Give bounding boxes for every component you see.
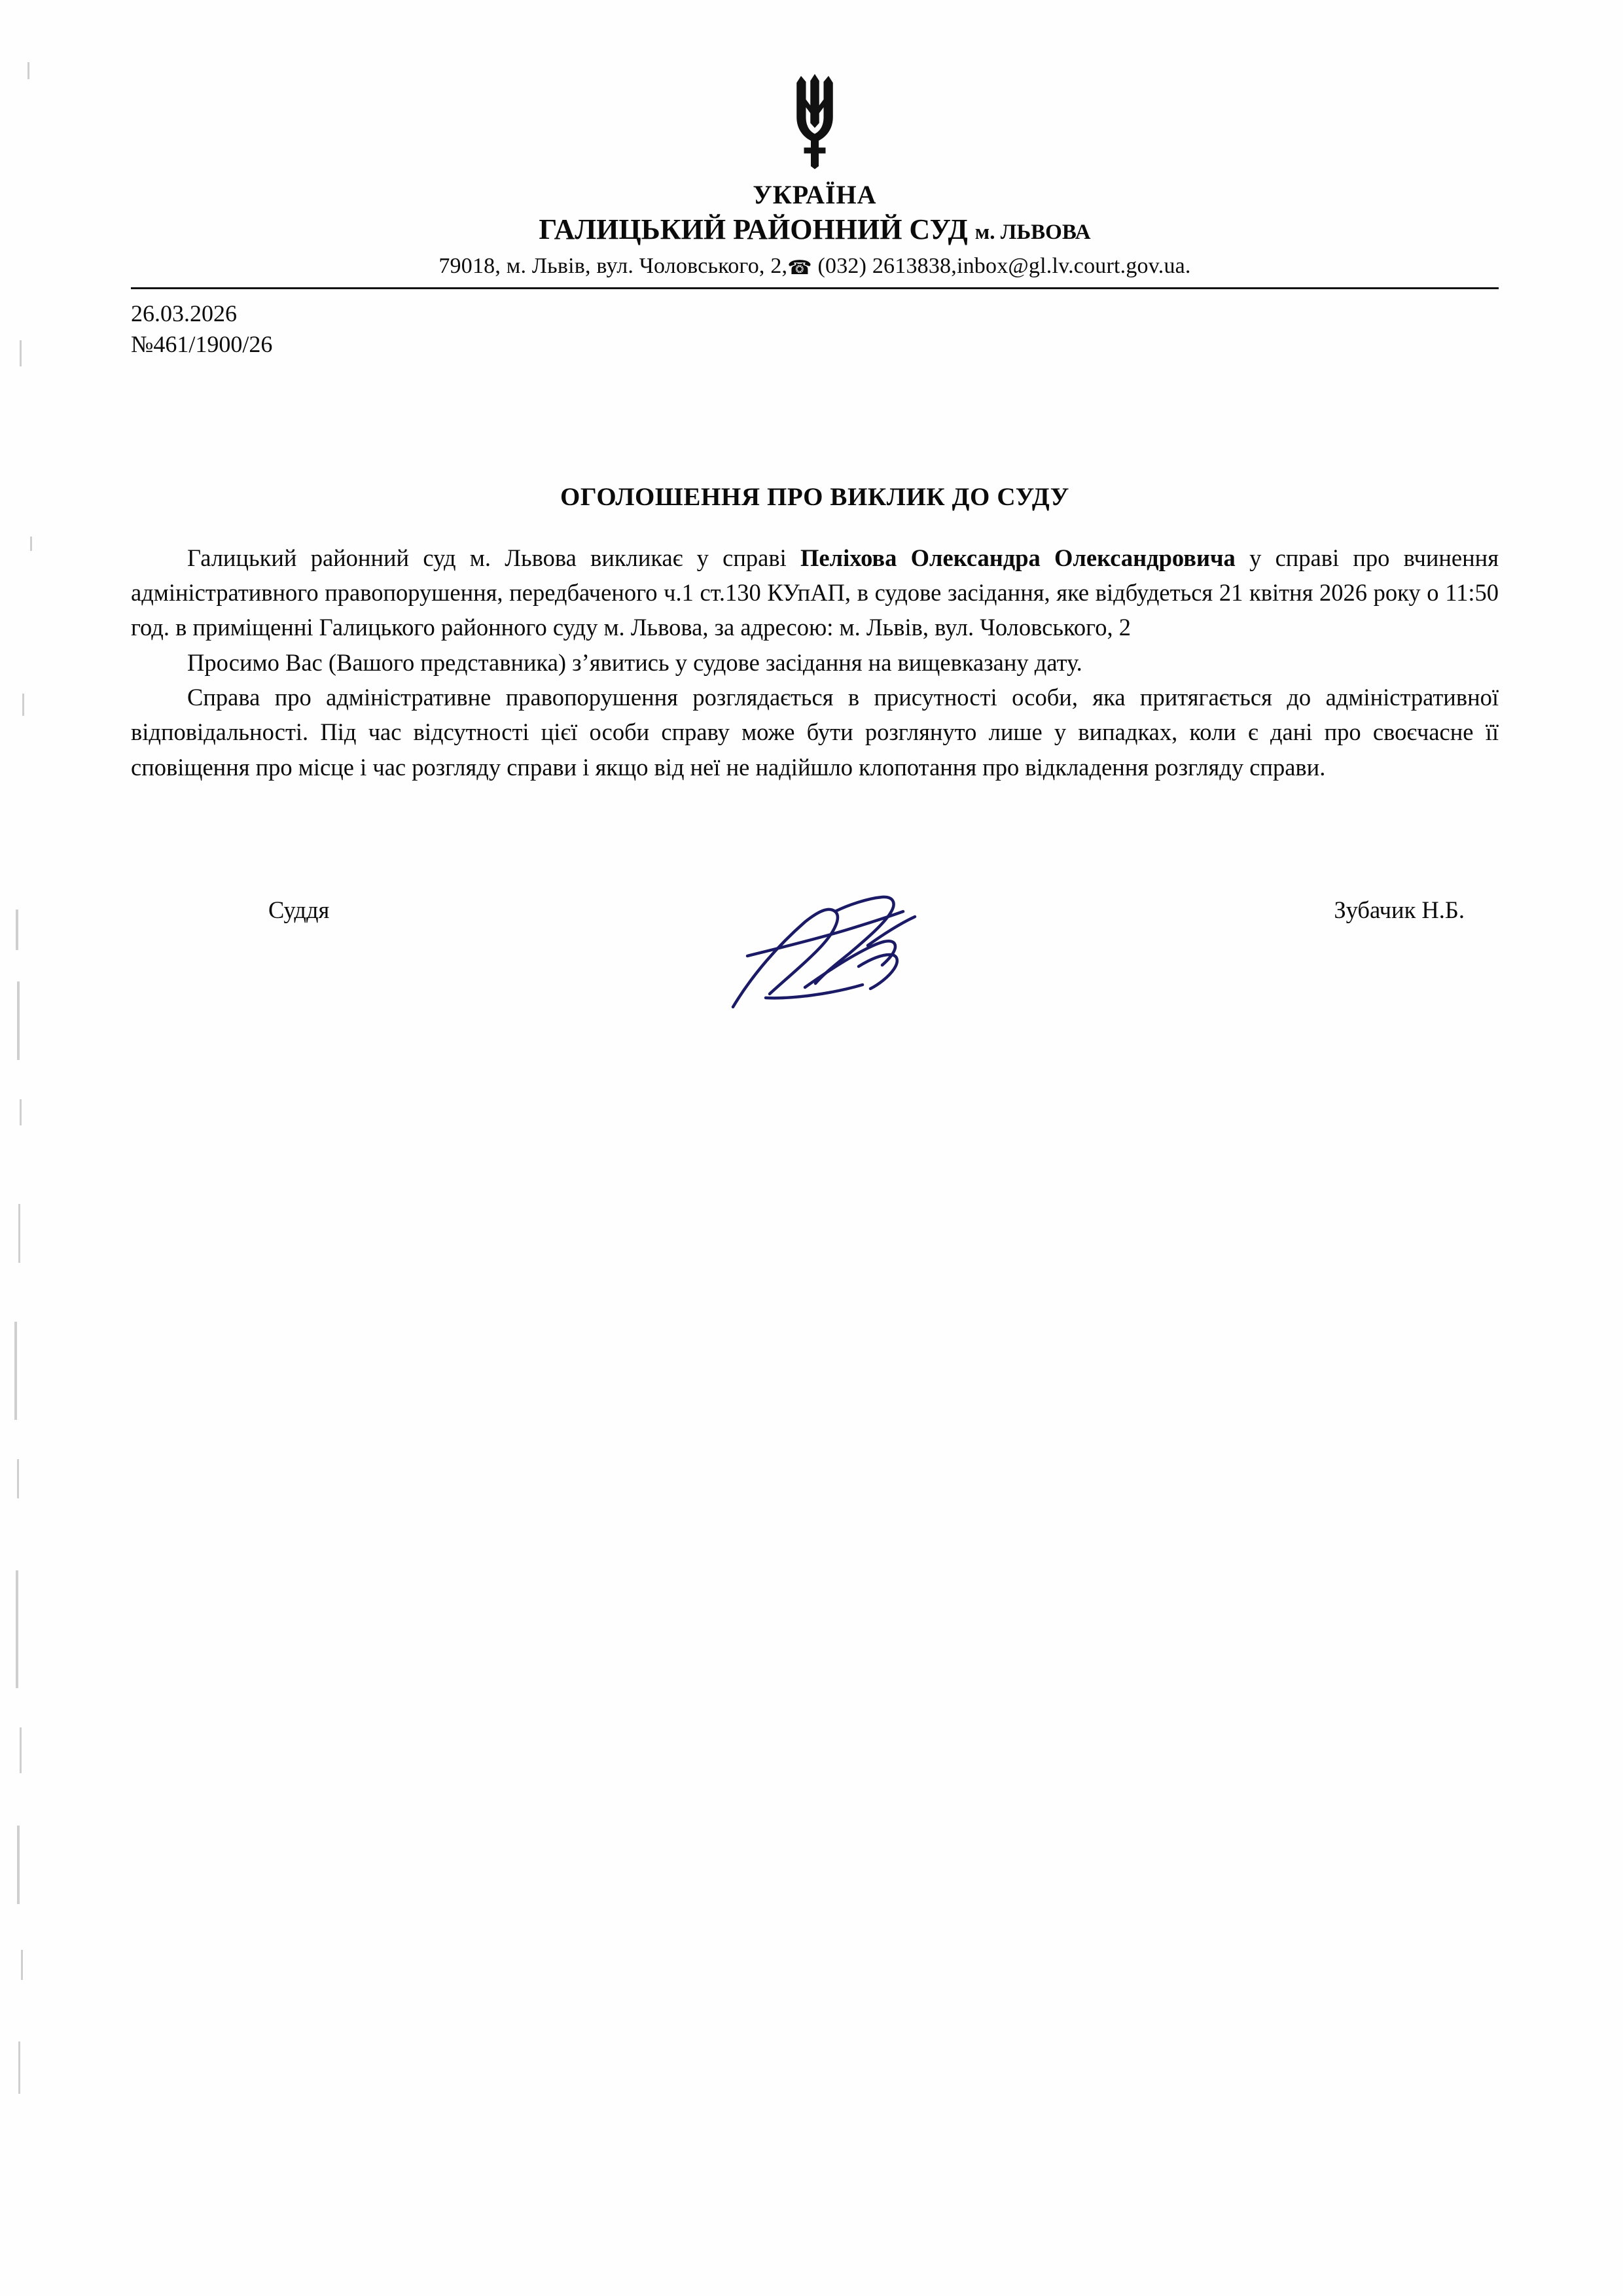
paragraph-1 bbox=[131, 540, 1499, 645]
court-name-main: ГАЛИЦЬКИЙ РАЙОННИЙ СУД bbox=[539, 213, 968, 245]
document-meta bbox=[131, 298, 1499, 361]
signature-block bbox=[131, 896, 1499, 942]
ukraine-trident-emblem-icon bbox=[779, 162, 850, 173]
paragraph-1-part-a: Галицький районний суд м. Львова викликає у справі bbox=[187, 544, 800, 571]
court-email: inbox@gl.lv.court.gov.ua. bbox=[956, 253, 1191, 278]
document-date: 26.03.2026 bbox=[131, 300, 237, 327]
paragraph-2: Просимо Вас (Вашого представника) з’явитись у судове засідання на вищевказану дату. bbox=[187, 648, 1082, 676]
document-number: №461/1900/26 bbox=[131, 331, 273, 358]
court-contact-line bbox=[131, 254, 1499, 279]
signature-name: Зубачик Н.Б. bbox=[1334, 896, 1465, 923]
court-name bbox=[131, 213, 1499, 247]
scan-artifacts bbox=[0, 0, 59, 2296]
paragraph-3: Справа про адміністративне правопорушення розглядається в присутності особи, яка притягається до адміністративної відповідальності. Під час відсутності цієї особи справу може бути розглянуто лише у випадках, коли є дані про своєчасне її сповіщення про місце і час розгляду справи і якщо від неї не надійшло клопотання про відкладення розгляду справи. bbox=[131, 683, 1499, 781]
court-phone: (032) 2613838, bbox=[817, 253, 957, 278]
court-name-city: м. ЛЬВОВА bbox=[974, 221, 1091, 244]
phone-icon: ☎ bbox=[787, 256, 812, 279]
paragraph-1-part-b: у справі про вчинення адміністративного правопорушення, передбаченого ч.1 ст.130 КУпАП, в судове засідання, яке відбудеться 21 квітня 2026 року о 11:50 год. в приміщенні Галицького районного суду м. Львова, за адресою: м. Львів, вул. Чоловського, 2 bbox=[131, 544, 1499, 641]
document-body bbox=[131, 72, 1499, 942]
defendant-name: Пеліхова Олександра Олександровича bbox=[800, 544, 1236, 571]
court-address: 79018, м. Львів, вул. Чоловського, 2, bbox=[438, 253, 788, 278]
header-divider bbox=[131, 287, 1499, 289]
signature-role: Суддя bbox=[268, 896, 330, 923]
page-title: ОГОЛОШЕННЯ ПРО ВИКЛИК ДО СУДУ bbox=[560, 482, 1070, 511]
handwritten-signature-icon bbox=[707, 883, 982, 1027]
country-name: УКРАЇНА bbox=[753, 180, 877, 209]
emblem-container bbox=[131, 72, 1499, 173]
document-content bbox=[131, 540, 1499, 785]
